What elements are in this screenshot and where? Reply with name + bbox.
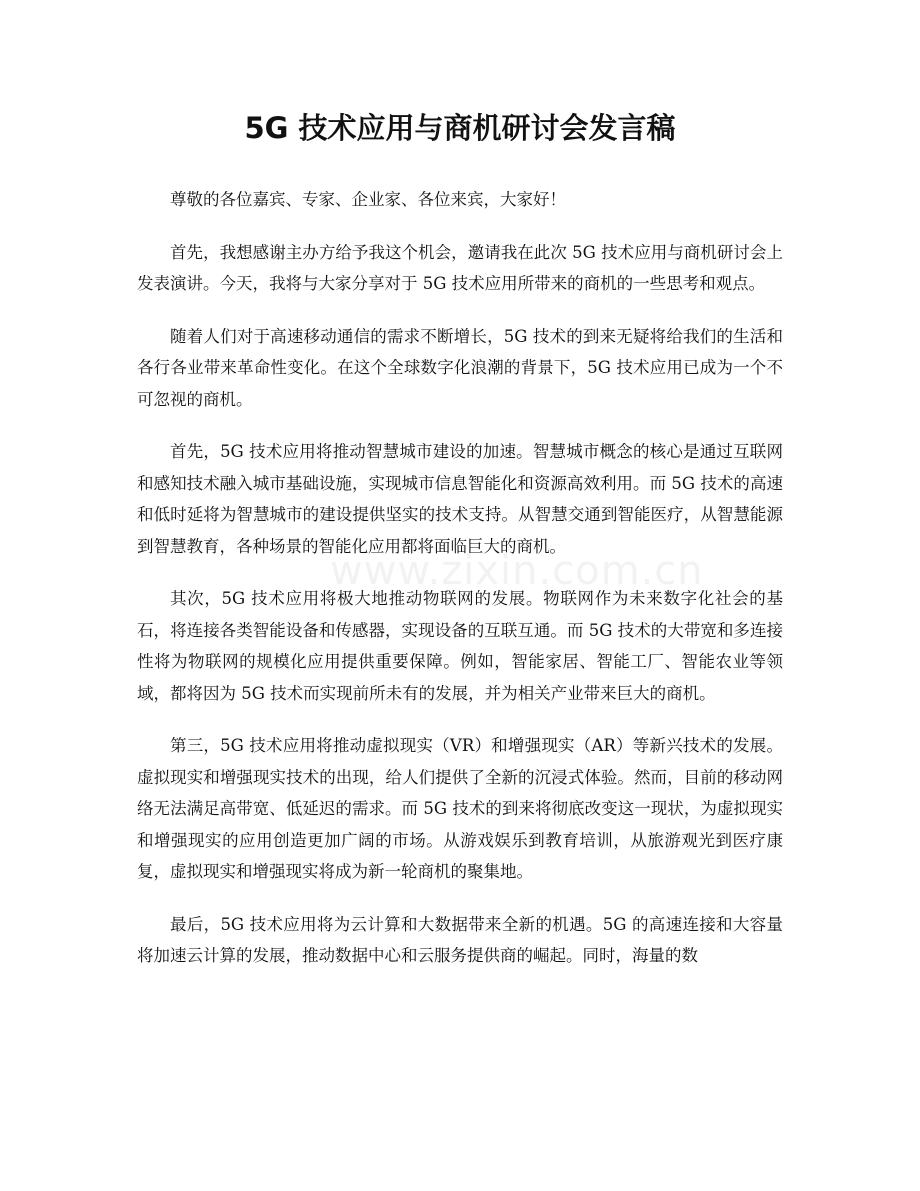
paragraph-greeting: 尊敬的各位嘉宾、专家、企业家、各位来宾，大家好！ xyxy=(170,190,566,209)
document-body xyxy=(137,184,783,993)
paragraph-vr-ar: 第三，5G 技术应用将推动虚拟现实（VR）和增强现实（AR）等新兴技术的发展。虚拟现实和增强现实技术的出现，给人们提供了全新的沉浸式体验。然而，目前的移动网络无法满足高带宽、低延迟的需求。而 5G 技术的到来将彻底改变这一现状，为虚拟现实和增强现实的应用创造更加广阔的市场。从游戏娱乐到教育培训，从旅游观光到医疗康复，虚拟现实和增强现实将成为新一轮商机的聚集地。 xyxy=(137,736,783,881)
document-title: 5G 技术应用与商机研讨会发言稿 xyxy=(244,111,676,145)
paragraph-iot: 其次，5G 技术应用将极大地推动物联网的发展。物联网作为未来数字化社会的基石，将连接各类智能设备和传感器，实现设备的互联互通。而 5G 技术的大带宽和多连接性将为物联网的规模化应用提供重要保障。例如，智能家居、智能工厂、智能农业等领域，都将因为 5G 技术而实现前所未有的发展，并为相关产业带来巨大的商机。 xyxy=(137,589,783,703)
watermark-text: www.zixin.com.cn xyxy=(330,548,704,594)
paragraph-thanks: 首先，我想感谢主办方给予我这个机会，邀请我在此次 5G 技术应用与商机研讨会上发表演讲。今天，我将与大家分享对于 5G 技术应用所带来的商机的一些思考和观点。 xyxy=(137,242,783,293)
paragraph-background: 随着人们对于高速移动通信的需求不断增长，5G 技术的到来无疑将给我们的生活和各行各业带来革命性变化。在这个全球数字化浪潮的背景下，5G 技术应用已成为一个不可忽视的商机。 xyxy=(137,326,783,409)
paragraph-cloud: 最后，5G 技术应用将为云计算和大数据带来全新的机遇。5G 的高速连接和大容量将加速云计算的发展，推动数据中心和云服务提供商的崛起。同时，海量的数 xyxy=(137,914,783,965)
paragraph-smart-city: 首先，5G 技术应用将推动智慧城市建设的加速。智慧城市概念的核心是通过互联网和感知技术融入城市基础设施，实现城市信息智能化和资源高效利用。而 5G 技术的高速和低时延将为智慧城市的建设提供坚实的技术支持。从智慧交通到智能医疗，从智慧能源到智慧教育，各种场景的智能化应用都将面临巨大的商机。 xyxy=(137,442,783,556)
